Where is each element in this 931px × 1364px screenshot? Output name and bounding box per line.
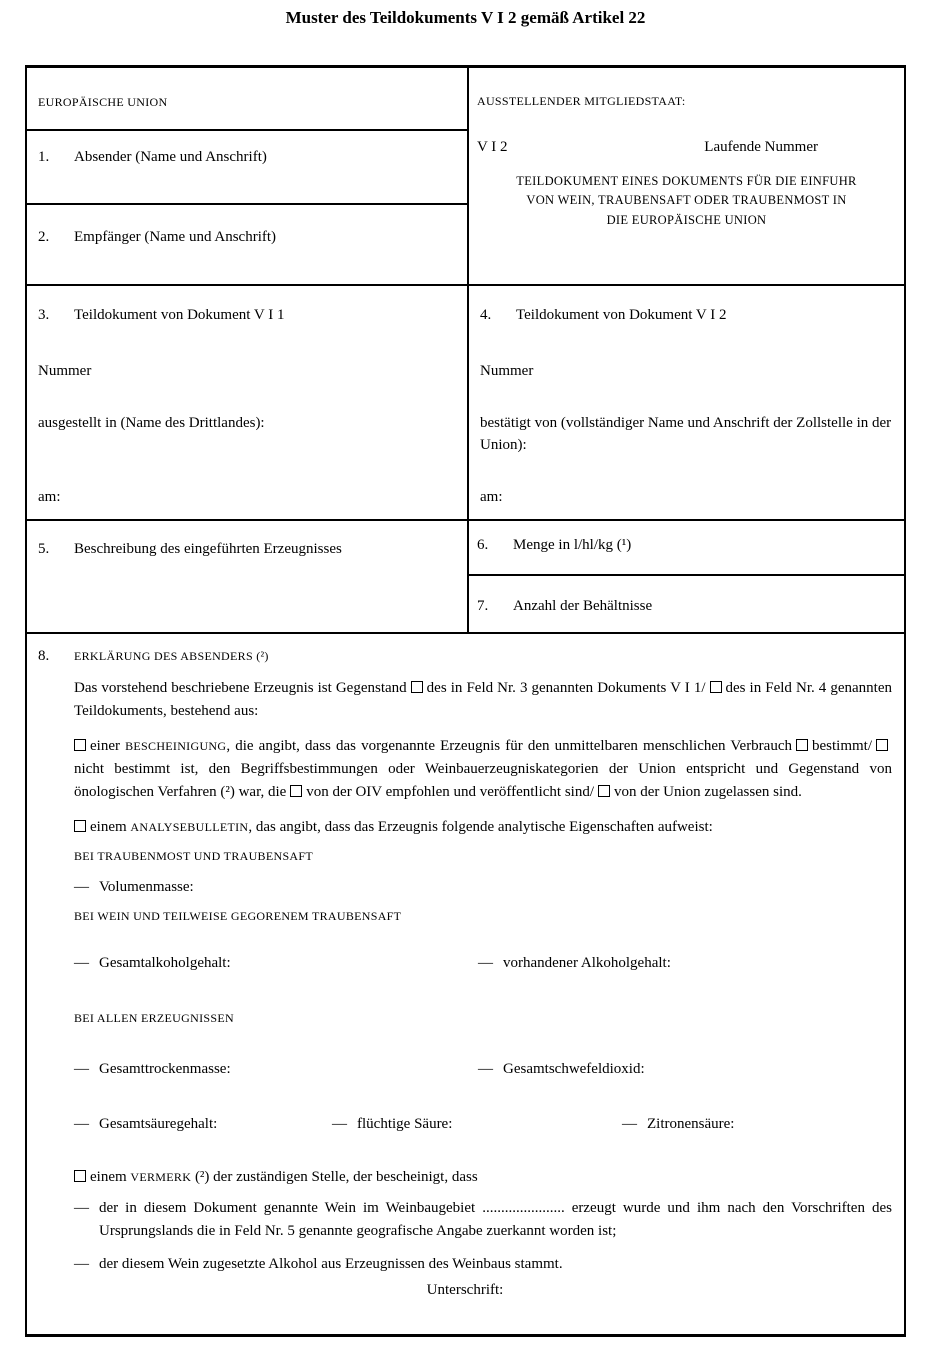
all-products-header: BEI ALLEN ERZEUGNISSEN [74, 1011, 234, 1025]
field-6-cell [469, 521, 904, 576]
checkbox-icon[interactable] [411, 681, 423, 693]
serial-number-label: Laufende Nummer [704, 139, 818, 155]
doc-code-row [477, 139, 818, 156]
analysis-paragraph [74, 816, 892, 839]
declaration-body [74, 677, 892, 1276]
checkbox-icon[interactable] [74, 820, 86, 832]
density-label: Volumenmasse: [99, 879, 194, 895]
certificate-text-3: bestimmt/ [812, 738, 872, 754]
checkbox-icon[interactable] [598, 785, 610, 797]
dry-extract-item [74, 1058, 478, 1081]
analysis-caps: ANALYSEBULLETIN [130, 820, 249, 834]
analysis-text-2: , das angibt, dass das Erzeugnis folgende analytische Eigenschaften aufweist: [248, 819, 713, 835]
field-3-issued-in-label: ausgestellt in (Name des Drittlandes): [38, 415, 265, 431]
field-4-label: Teildokument von Dokument V I 2 [516, 307, 727, 323]
field-7-number: 7. [477, 598, 489, 614]
extract-so2-row [74, 1058, 892, 1081]
so2-label: Gesamtschwefeldioxid: [503, 1061, 645, 1077]
density-row [74, 876, 892, 899]
endorsement-paragraph [74, 1166, 892, 1189]
citric-acid-label: Zitronensäure: [647, 1116, 735, 1132]
citric-acid-item [622, 1113, 892, 1136]
field-4-confirmed-by-label: bestätigt von (vollständiger Name und Anschrift der Zollstelle in der Union): [480, 415, 892, 453]
field-4-title-line [480, 304, 894, 326]
checkbox-icon[interactable] [74, 1170, 86, 1182]
dash-bullet: — [74, 1116, 89, 1132]
field-8-declaration-cell [27, 634, 904, 1334]
doc-code-label: V I 2 [477, 139, 508, 155]
intro-text-1: Das vorstehend beschriebene Erzeugnis ist Gegenstand [74, 680, 407, 696]
actual-alcohol-item [478, 952, 892, 975]
acidity-row [74, 1113, 892, 1136]
form-table [25, 65, 906, 1337]
header-right-column [469, 68, 904, 284]
field-3-nummer-label: Nummer [38, 363, 92, 379]
field-7-cell [469, 576, 904, 632]
endorsement-item-1 [74, 1197, 892, 1243]
dash-bullet: — [74, 955, 89, 971]
dash-bullet: — [332, 1116, 347, 1132]
document-title: Muster des Teildokuments V I 2 gemäß Artikel 22 [285, 8, 646, 27]
total-alcohol-label: Gesamtalkoholgehalt: [99, 955, 231, 971]
checkbox-icon[interactable] [710, 681, 722, 693]
field-6-number: 6. [477, 537, 489, 553]
subdocument-title: TEILDOKUMENT EINES DOKUMENTS FÜR DIE EINFUHR VON WEIN, TRAUBENSAFT ODER TRAUBENMOST IN DIE EUROPÄISCHE UNION [516, 174, 857, 227]
total-alcohol-item [74, 952, 478, 975]
total-acid-item [74, 1113, 332, 1136]
field-4-cell [469, 286, 904, 519]
eu-union-label: EUROPÄISCHE UNION [38, 95, 168, 109]
certificate-text-5: von der OIV empfohlen und veröffentlicht sind/ [306, 784, 595, 800]
field-8-number: 8. [38, 648, 50, 664]
field-4-nummer-label: Nummer [480, 363, 534, 379]
field-3-date-label: am: [38, 489, 61, 505]
field-1-sender-cell [27, 131, 467, 205]
field-1-label: Absender (Name und Anschrift) [74, 149, 267, 165]
checkbox-icon[interactable] [290, 785, 302, 797]
field-3-title-line [38, 304, 457, 326]
wine-header: BEI WEIN UND TEILWEISE GEGORENEM TRAUBENSAFT [74, 909, 402, 923]
intro-text-3: des in Feld Nr. 4 genannten Teildokuments, bestehend aus: [74, 680, 892, 719]
endorsement-text-2: (²) der zuständigen Stelle, der bescheinigt, dass [191, 1169, 478, 1185]
endorsement-item-2-text: der diesem Wein zugesetzte Alkohol aus Erzeugnissen des Weinbaus stammt. [99, 1256, 563, 1272]
product-block [27, 521, 904, 634]
dash-bullet: — [622, 1116, 637, 1132]
dash-bullet: — [74, 1256, 89, 1272]
eu-union-cell [27, 68, 467, 131]
field-4-date-label: am: [480, 489, 503, 505]
field-8-label: ERKLÄRUNG DES ABSENDERS (²) [74, 649, 269, 663]
endorsement-item-1-text: der in diesem Dokument genannte Wein im Weinbaugebiet ...................... erzeugt wurde und ihm nach den Vorschriften des Ursprungslands die in Feld Nr. 5 genannte geografische Angabe zuerkannt worden ist; [99, 1200, 892, 1239]
analysis-text-1: einem [90, 819, 131, 835]
certificate-text-6: von der Union zugelassen sind. [614, 784, 802, 800]
dash-bullet: — [478, 1061, 493, 1077]
checkbox-icon[interactable] [876, 739, 888, 751]
field-3-number: 3. [38, 307, 50, 323]
dash-bullet: — [74, 1200, 89, 1216]
so2-item [478, 1058, 892, 1081]
field-7-label: Anzahl der Behältnisse [513, 598, 653, 614]
checkbox-icon[interactable] [74, 739, 86, 751]
certificate-text-1: einer [90, 738, 126, 754]
intro-text-2: des in Feld Nr. 3 genannten Dokuments V I 1/ [426, 680, 706, 696]
volatile-acid-item [332, 1113, 622, 1136]
field-2-number: 2. [38, 229, 50, 245]
dash-bullet: — [74, 1061, 89, 1077]
field-4-number: 4. [480, 307, 492, 323]
field-5-cell [27, 521, 469, 632]
certificate-caps: BESCHEINIGUNG [125, 739, 227, 753]
volatile-acid-label: flüchtige Säure: [357, 1116, 453, 1132]
dash-bullet: — [478, 955, 493, 971]
actual-alcohol-label: vorhandener Alkoholgehalt: [503, 955, 671, 971]
field-2-label: Empfänger (Name und Anschrift) [74, 229, 277, 245]
alcohol-row [74, 952, 892, 975]
dry-extract-label: Gesamttrockenmasse: [99, 1061, 231, 1077]
field-2-consignee-cell [27, 205, 467, 284]
header-block [27, 68, 904, 286]
field-3-cell [27, 286, 469, 519]
extract-block [27, 286, 904, 521]
checkbox-icon[interactable] [796, 739, 808, 751]
dash-bullet: — [74, 879, 89, 895]
declaration-intro-paragraph [74, 677, 892, 723]
endorsement-text-1: einem [90, 1169, 131, 1185]
field-5-label: Beschreibung des eingeführten Erzeugnisses [74, 541, 342, 557]
issuing-member-state-label: AUSSTELLENDER MITGLIEDSTAAT: [477, 94, 686, 108]
must-juice-header: BEI TRAUBENMOST UND TRAUBENSAFT [74, 849, 313, 863]
certificate-text-4: nicht bestimmt ist, den Begriffsbestimmungen oder Weinbauerzeugniskategorien der Union entspricht und Gegenstand von önologischen Verfahren (²) war, die [74, 761, 892, 800]
total-acid-label: Gesamtsäuregehalt: [99, 1116, 218, 1132]
endorsement-caps: VERMERK [130, 1170, 192, 1184]
field-6-label: Menge in l/hl/kg (¹) [513, 537, 632, 553]
field-8-heading [38, 648, 892, 665]
field-3-label: Teildokument von Dokument V I 1 [74, 307, 285, 323]
field-1-number: 1. [38, 149, 50, 165]
signature-label: Unterschrift: [426, 1282, 504, 1298]
certificate-text-2: , die angibt, dass das vorgenannte Erzeugnis für den unmittelbaren menschlichen Verbrauch [226, 738, 792, 754]
quantity-column [469, 521, 904, 632]
field-5-number: 5. [38, 541, 50, 557]
certificate-paragraph [74, 735, 892, 804]
header-left-column [27, 68, 469, 284]
endorsement-item-2 [74, 1253, 892, 1276]
